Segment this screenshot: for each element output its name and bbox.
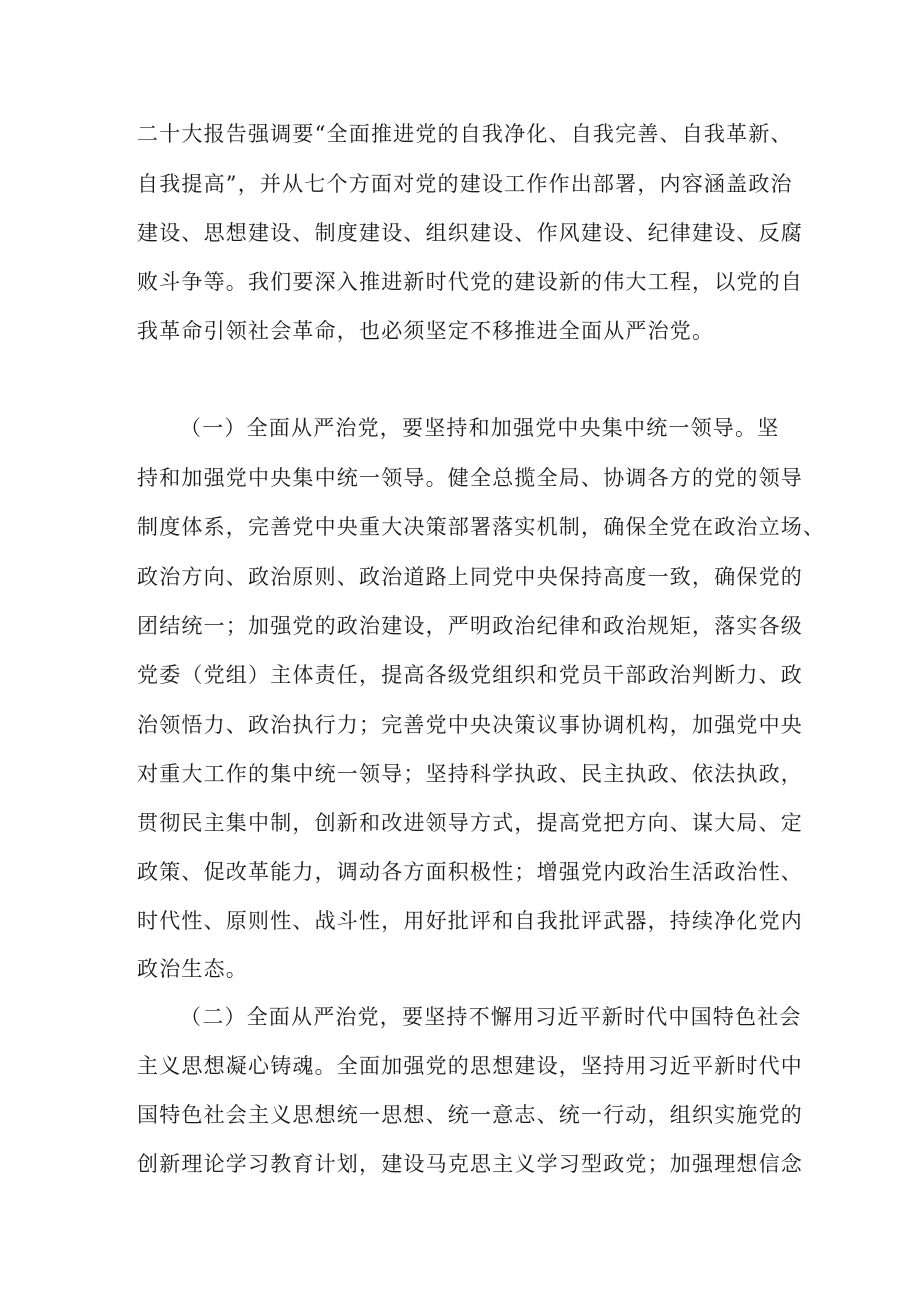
text-line: 创新理论学习教育计划，建设马克思主义学习型政党；加强理想信念	[137, 1152, 803, 1176]
text-line: 对重大工作的集中统一领导；坚持科学执政、民主执政、依法执政，	[137, 762, 803, 786]
text-line: 二十大报告强调要“全面推进党的自我净化、自我完善、自我革新、	[137, 122, 793, 146]
text-line: 政治方向、政治原则、政治道路上同党中央保持高度一致，确保党的	[137, 565, 803, 589]
section-heading: （二）全面从严治党，要坚持不懈用习近平新时代中国特色社会	[180, 1005, 802, 1029]
text-line: 党委（党组）主体责任，提高各级党组织和党员干部政治判断力、政	[137, 663, 803, 687]
text-line: 国特色社会主义思想统一思想、统一意志、统一行动，组织实施党的	[137, 1103, 803, 1127]
text-line: 主义思想凝心铸魂。全面加强党的思想建设，坚持用习近平新时代中	[137, 1054, 803, 1078]
text-line: 贯彻民主集中制，创新和改进领导方式，提高党把方向、谋大局、定	[137, 811, 803, 835]
text-line: 我革命引领社会革命，也必须坚定不移推进全面从严治党。	[137, 319, 715, 343]
text-line: 治领悟力、政治执行力；完善党中央决策议事协调机构，加强党中央	[137, 713, 803, 737]
text-line: 团结统一；加强党的政治建设，严明政治纪律和政治规矩，落实各级	[137, 614, 803, 638]
text-line: 时代性、原则性、战斗性，用好批评和自我批评武器，持续净化党内	[137, 909, 803, 933]
text-line: 政策、促改革能力，调动各方面积极性；增强党内政治生活政治性、	[137, 860, 803, 884]
text-line: 政治生态。	[137, 957, 248, 981]
text-line: 败斗争等。我们要深入推进新时代党的建设新的伟大工程，以党的自	[137, 270, 803, 294]
text-line: 制度体系，完善党中央重大决策部署落实机制，确保全党在政治立场、	[137, 515, 826, 539]
text-line: 自我提高”，并从七个方面对党的建设工作作出部署，内容涵盖政治	[137, 172, 793, 196]
text-line: 建设、思想建设、制度建设、组织建设、作风建设、纪律建设、反腐	[137, 221, 803, 245]
section-heading: （一）全面从严治党，要坚持和加强党中央集中统一领导。坚	[180, 416, 780, 440]
text-line: 持和加强党中央集中统一领导。健全总揽全局、协调各方的党的领导	[137, 466, 803, 490]
